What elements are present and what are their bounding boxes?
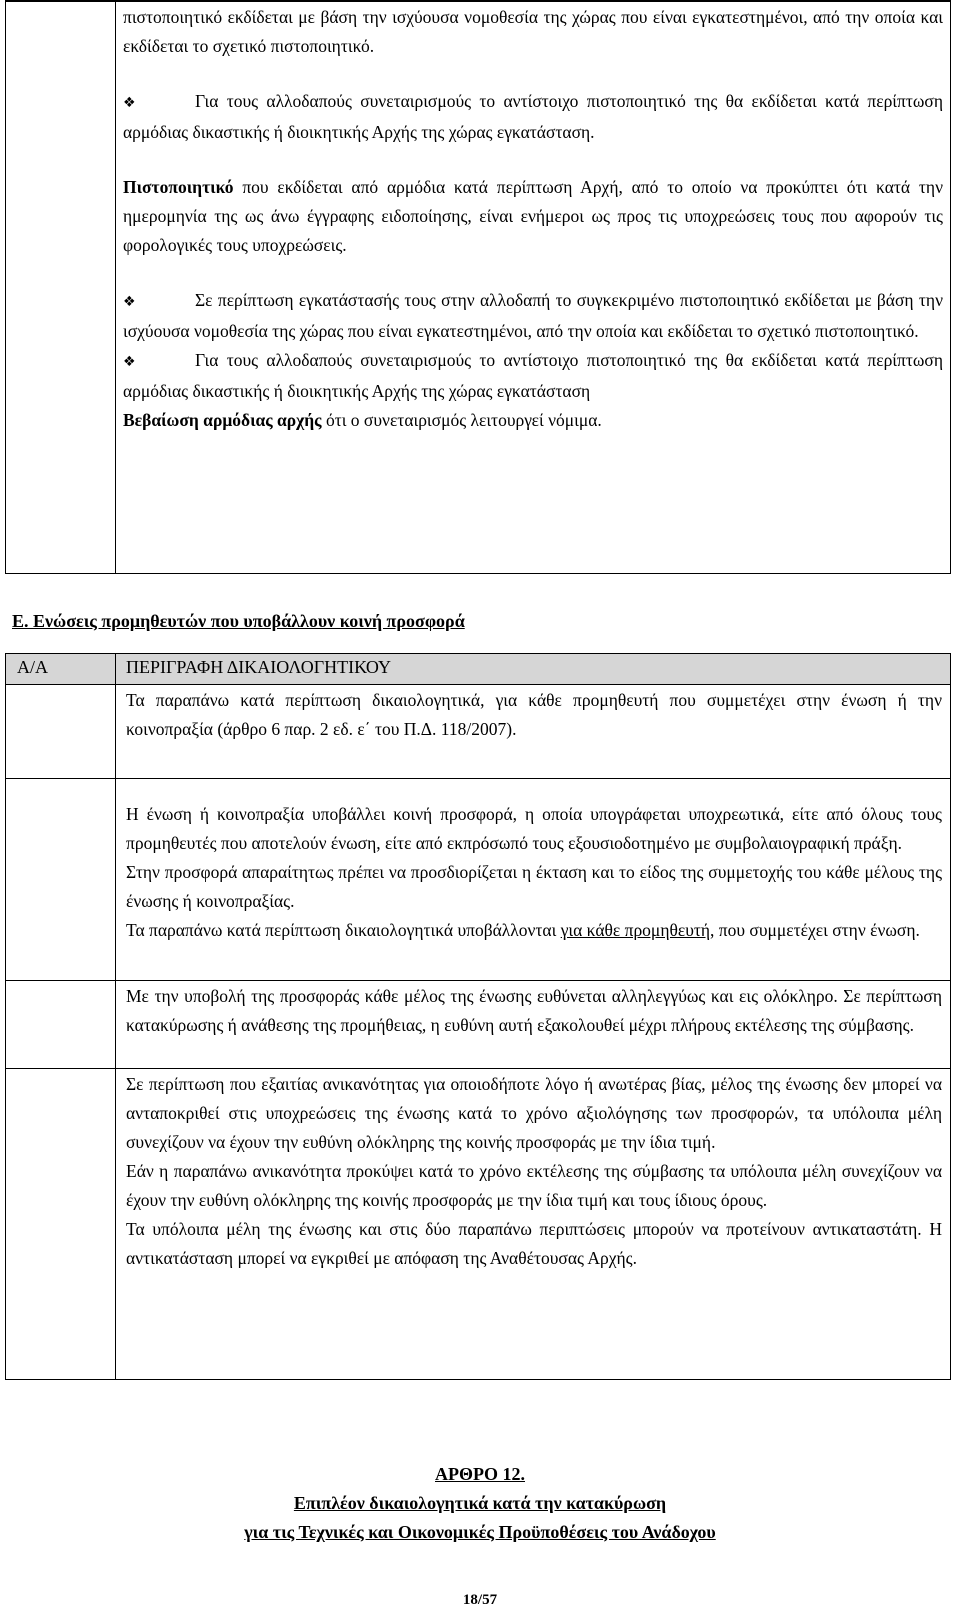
diamond-bullet-icon: ❖ [123,294,136,310]
diamond-bullet-icon: ❖ [123,95,136,111]
paragraph-authority-confirmation [123,406,943,435]
row-text-part: , που συμμετέχει στην ένωση. [710,920,920,940]
table-border-right [950,0,951,574]
table-border-bottom [5,573,951,574]
consortium-documents-table [5,653,951,1380]
row-text: Σε περίπτωση που εξαιτίας ανικανότητας για οποιοδήποτε λόγο ή ανωτέρας βίας, μέλος της ένωσης δεν μπορεί να ανταποκριθεί στις υποχρεώσεις της ένωσης κατά το χρόνο αξιολόγησης των προσφορών, τα υπόλοιπα μέλη συνεχίζουν να έχουν την ευθύνη ολόκληρης της κοινής προσφοράς με την ίδια τιμή. [126,1074,942,1152]
table-row [126,1070,942,1273]
paragraph-text: ότι ο συνεταιρισμός λειτουργεί νόμιμα. [321,410,602,430]
article-subtitle: Επιπλέον δικαιολογητικά κατά την κατακύρωση [293,1493,667,1513]
row-divider [5,778,951,779]
row-text: Με την υποβολή της προσφοράς κάθε μέλος της ένωσης ευθύνεται αλληλεγγύως και εις ολόκληρο. Σε περίπτωση κατακύρωσης ή ανάθεσης της προμήθειας, η ευθύνη αυτή εξακολουθεί μέχρι πλήρους εκτέλεσης της σύμβασης. [126,986,942,1035]
table-row [126,686,942,744]
page-number: 18/57 [462,1592,498,1608]
row-text: Τα παραπάνω κατά περίπτωση δικαιολογητικά, για κάθε προμηθευτή που συμμετέχει στην ένωση ή την κοινοπραξία (άρθρο 6 παρ. 2 εδ. ε΄ του Π.Δ. 118/2007). [126,690,942,739]
bullet-text: Για τους αλλοδαπούς συνεταιρισμούς το αντίστοιχο πιστοποιητικό της θα εκδίδεται κατά περίπτωση αρμόδιας δικαστικής ή διοικητικής Αρχής της χώρας εγκατάσταση. [123,91,943,142]
column-header-description: ΠΕΡΙΓΡΑΦΗ ΔΙΚΑΙΟΛΟΓΗΤΙΚΟΥ [126,657,391,677]
article-subtitle: για τις Τεχνικές και Οικονομικές Προϋποθέσεις του Ανάδοχου [244,1522,716,1542]
section-heading: Ε. Ενώσεις προμηθευτών που υποβάλλουν κοινή προσφορά [12,611,465,631]
table-border-top [5,653,951,654]
table-border-left [5,653,6,1380]
diamond-bullet-icon: ❖ [123,354,136,370]
header-divider [5,684,951,685]
bullet-text: Για τους αλλοδαπούς συνεταιρισμούς το αντίστοιχο πιστοποιητικό της θα εκδίδεται κατά περίπτωση αρμόδιας δικαστικής ή διοικητικής Αρχής της χώρας εγκατάσταση [123,350,943,401]
table-border-bottom [5,1379,951,1380]
underlined-text: για κάθε προμηθευτή [560,920,711,940]
bullet-text: Σε περίπτωση εγκατάστασής τους στην αλλοδαπή το συγκεκριμένο πιστοποιητικό εκδίδεται με βάση την ισχύουσα νομοθεσία της χώρας που είναι εγκατεστημένοι, από την οποία και εκδίδεται το σχετικό πιστοποιητικό. [123,290,943,341]
continued-table [5,0,951,574]
table-column-divider [115,653,116,1380]
bullet-paragraph-abroad [123,286,943,346]
paragraph-text: που εκδίδεται από αρμόδια κατά περίπτωση Αρχή, από το οποίο να προκύπτει ότι κατά την ημερομηνία της ως άνω έγγραφης ειδοποίησης, είναι ενήμεροι ως προς τις υποχρεώσεις τους που αφορούν τις φορολογικές τους υποχρεώσεις. [123,177,943,255]
row-text: Η ένωση ή κοινοπραξία υποβάλλει κοινή προσφορά, η οποία υπογράφεται υποχρεωτικά, είτε από όλους τους προμηθευτές που αποτελούν ένωση, είτε από εκπρόσωπό τους εξουσιοδοτημένο με συμβολαιογραφική πράξη. [126,804,942,853]
bold-term: Πιστοποιητικό [123,177,234,197]
row-divider [5,980,951,981]
row-text: Εάν η παραπάνω ανικανότητα προκύψει κατά το χρόνο εκτέλεσης της σύμβασης τα υπόλοιπα μέλη συνεχίζουν να έχουν την ευθύνη ολόκληρης της κοινής προσφοράς με την ίδια τιμή και τους ίδιους όρους. [126,1161,942,1210]
column-header-aa: Α/Α [17,657,48,677]
row-text: Στην προσφορά απαραίτητως πρέπει να προσδιορίζεται η έκταση και το είδος της συμμετοχής του κάθε μέλους της ένωσης ή κοινοπραξίας. [126,862,942,911]
paragraph-tax-certificate [123,173,943,260]
row-text-part: Τα παραπάνω κατά περίπτωση δικαιολογητικά υποβάλλονται [126,920,561,940]
row-text: Τα υπόλοιπα μέλη της ένωσης και στις δύο παραπάνω περιπτώσεις μπορούν να προτείνουν αντικαταστάτη. Η αντικατάσταση μπορεί να εγκριθεί με απόφαση της Αναθέτουσας Αρχής. [126,1219,942,1268]
table-cell-description [123,0,943,435]
table-column-divider [115,0,116,574]
paragraph-certificate-continued: πιστοποιητικό εκδίδεται με βάση την ισχύουσα νομοθεσία της χώρας που είναι εγκατεστημένοι, από την οποία και εκδίδεται το σχετικό πιστοποιητικό. [123,7,943,56]
bullet-paragraph-foreign-coops [123,87,943,147]
table-row [126,800,942,945]
table-border-left [5,0,6,574]
bullet-paragraph-foreign-coops-2 [123,346,943,406]
article-title: ΑΡΘΡΟ 12. [435,1464,525,1484]
bold-term: Βεβαίωση αρμόδιας αρχής [123,410,322,430]
row-text [126,916,942,945]
table-border-right [950,653,951,1380]
table-row [126,982,942,1040]
row-divider [5,1068,951,1069]
